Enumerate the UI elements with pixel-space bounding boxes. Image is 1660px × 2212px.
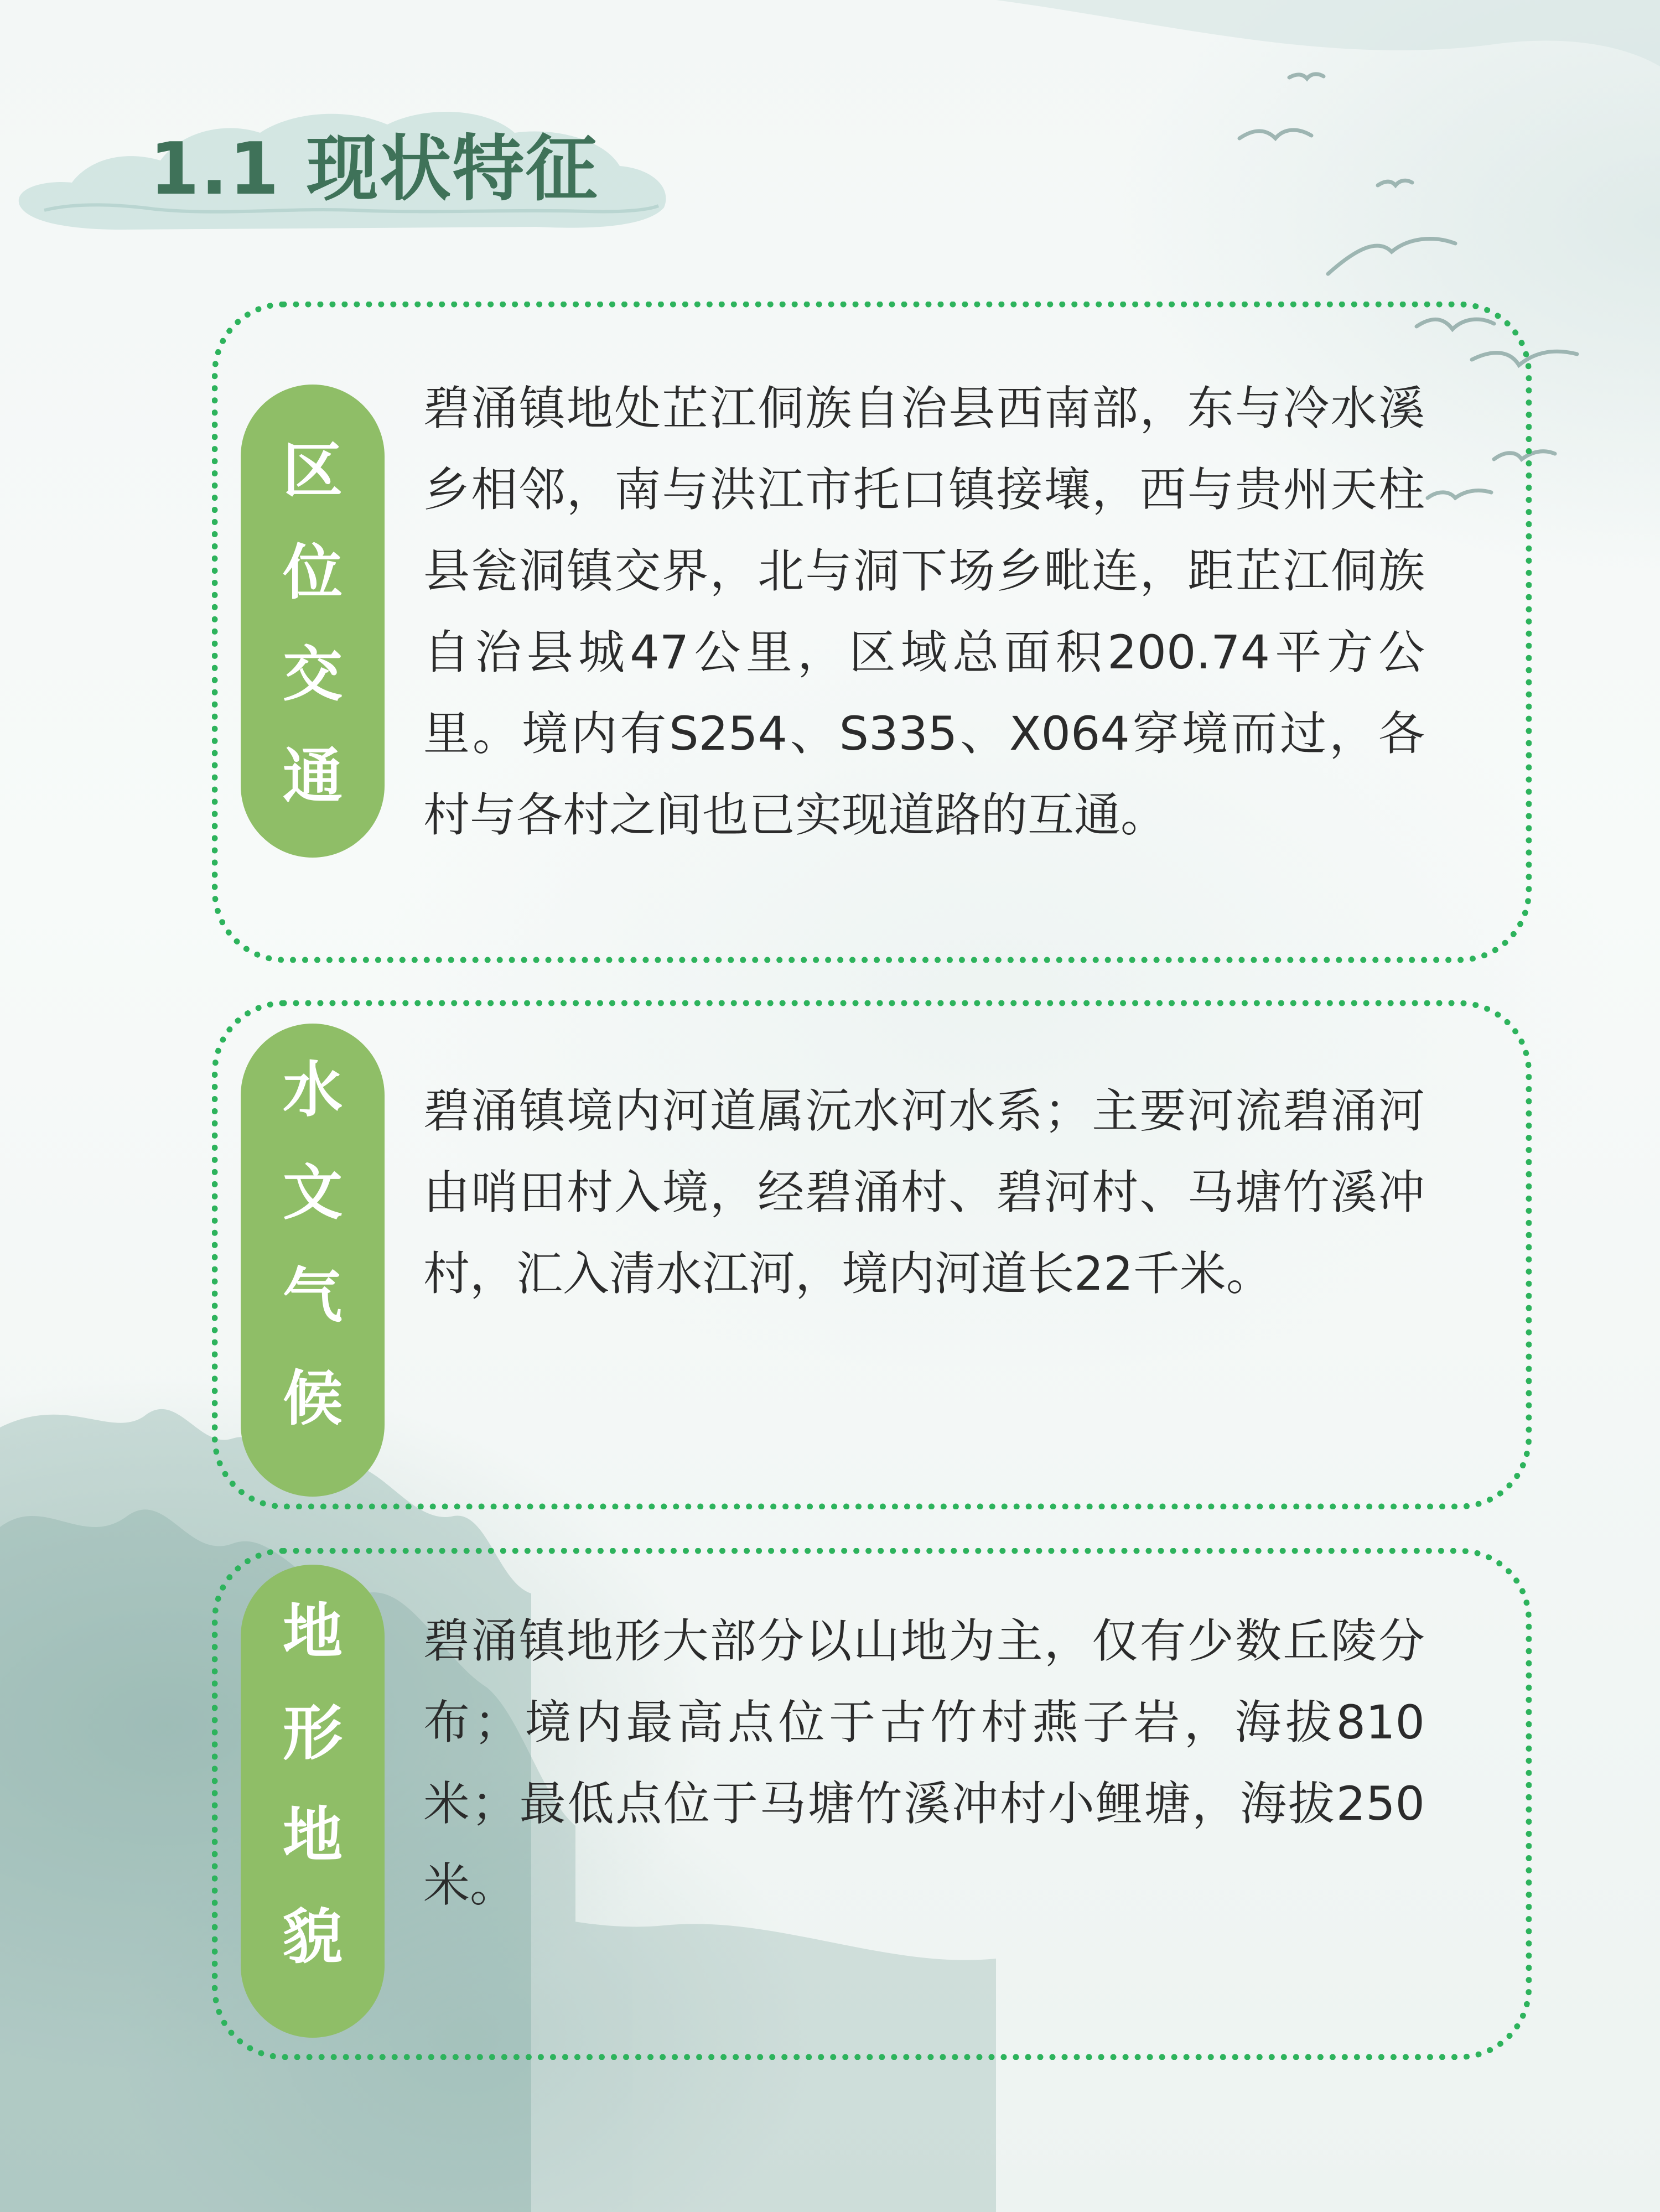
terrain-description: 碧涌镇地形大部分以山地为主，仅有少数丘陵分布；境内最高点位于古竹村燕子岩，海拔810米；最低点位于马塘竹溪冲村小鲤塘，海拔250米。 xyxy=(423,1614,1425,1912)
page-title: 1.1 现状特征 xyxy=(149,127,599,211)
tag-location-transport xyxy=(241,385,385,858)
tag-char: 貌 xyxy=(282,1903,343,1972)
tag-char: 位 xyxy=(282,538,343,607)
tag-char: 区 xyxy=(282,437,343,506)
tag-char: 地 xyxy=(282,1801,343,1870)
tag-char: 气 xyxy=(282,1261,343,1331)
tag-char: 形 xyxy=(282,1699,343,1768)
tag-hydrology-climate xyxy=(241,1024,385,1497)
tag-char: 通 xyxy=(282,742,343,811)
bird-icon xyxy=(1239,130,1311,138)
section-title-banner xyxy=(11,77,675,243)
tag-char: 候 xyxy=(282,1364,343,1434)
tag-char: 地 xyxy=(282,1597,343,1666)
hydrology-description: 碧涌镇境内河道属沅水河水系；主要河流碧涌河由哨田村入境，经碧涌村、碧河村、马塘竹溪冲村，汇入清水江河，境内河道长22千米。 xyxy=(423,1084,1425,1301)
tag-char: 交 xyxy=(282,640,343,709)
tag-char: 水 xyxy=(282,1056,343,1125)
bird-icon xyxy=(1328,239,1455,274)
bird-icon xyxy=(1378,180,1412,185)
bird-icon xyxy=(1289,74,1324,79)
tag-char: 文 xyxy=(282,1159,343,1228)
tag-terrain-landform xyxy=(241,1565,385,2038)
location-description: 碧涌镇地处芷江侗族自治县西南部，东与冷水溪乡相邻，南与洪江市托口镇接壤，西与贵州天柱县瓮洞镇交界，北与洞下场乡毗连，距芷江侗族自治县城47公里，区域总面积200.74平方公里。境内有S254、S335、X064穿境而过，各村与各村之间也已实现道路的互通。 xyxy=(423,381,1425,842)
